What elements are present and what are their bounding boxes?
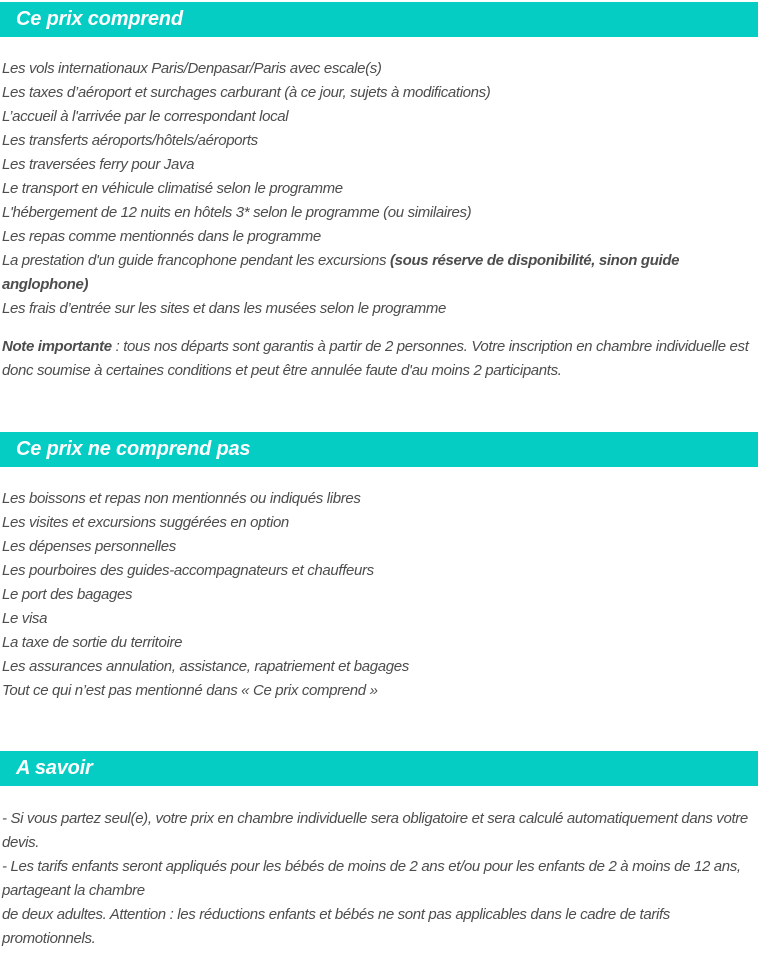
section-title: Ce prix comprend — [16, 8, 183, 30]
list-item: Les vols internationaux Paris/Denpasar/Paris avec escale(s) — [2, 60, 382, 77]
list-item: Tout ce qui n’est pas mentionné dans « Ce prix comprend » — [2, 682, 378, 699]
list-item: Les dépenses personnelles — [2, 538, 176, 555]
section-title: Ce prix ne comprend pas — [16, 438, 251, 460]
section-price-includes — [0, 2, 758, 383]
good-to-know-paragraphs — [2, 807, 756, 951]
important-note — [2, 335, 756, 383]
list-item: Les repas comme mentionnés dans le programme — [2, 228, 321, 245]
section-good-to-know — [0, 751, 758, 963]
info-paragraph: - Si vous partez seul(e), votre prix en chambre individuelle sera obligatoire et sera calculé automatiquement dans votre devis. — [2, 810, 748, 851]
list-item: Les transferts aéroports/hôtels/aéroports — [2, 132, 258, 149]
price-includes-list — [2, 57, 756, 321]
list-item: Les frais d’entrée sur les sites et dans les musées selon le programme — [2, 300, 447, 317]
list-item: Le visa — [2, 610, 48, 627]
section-header-price-includes — [0, 2, 758, 37]
list-item: Les taxes d’aéroport et surchages carburant (à ce jour, sujets à modifications) — [2, 84, 491, 101]
section-title: A savoir — [16, 757, 93, 779]
section-price-excludes — [0, 432, 758, 703]
good-to-know-content — [0, 786, 758, 963]
price-includes-content — [0, 37, 758, 383]
list-item: Les visites et excursions suggérées en option — [2, 514, 289, 531]
section-header-good-to-know — [0, 751, 758, 786]
list-item: Les assurances annulation, assistance, rapatriement et bagages — [2, 658, 409, 675]
info-paragraph: - Les tarifs enfants seront appliqués pour les bébés de moins de 2 ans et/ou pour les enfants de 2 à moins de 12 ans, partageant la chambre — [2, 858, 741, 899]
note-paragraph: Note importante : tous nos départs sont garantis à partir de 2 personnes. Votre inscription en chambre individuelle est donc soumise à certaines conditions et peut être annulée faute d'au moins 2 participants. — [2, 338, 749, 379]
section-header-price-excludes — [0, 432, 758, 467]
list-item: Les traversées ferry pour Java — [2, 156, 195, 173]
list-item: La taxe de sortie du territoire — [2, 634, 183, 651]
list-item: La prestation d'un guide francophone pendant les excursions (sous réserve de disponibilité, sinon guide anglophone) — [2, 252, 680, 293]
price-excludes-list — [2, 487, 756, 703]
list-item: Les boissons et repas non mentionnés ou indiqués libres — [2, 490, 361, 507]
list-item: L’accueil à l'arrivée par le correspondant local — [2, 108, 289, 125]
list-item: Le port des bagages — [2, 586, 133, 603]
info-paragraph: de deux adultes. Attention : les réductions enfants et bébés ne sont pas applicables dans le cadre de tarifs promotionnels. — [2, 906, 670, 947]
price-excludes-content — [0, 467, 758, 703]
list-item: Le transport en véhicule climatisé selon le programme — [2, 180, 343, 197]
list-item: Les pourboires des guides-accompagnateurs et chauffeurs — [2, 562, 374, 579]
list-item: L'hébergement de 12 nuits en hôtels 3* selon le programme (ou similaires) — [2, 204, 472, 221]
